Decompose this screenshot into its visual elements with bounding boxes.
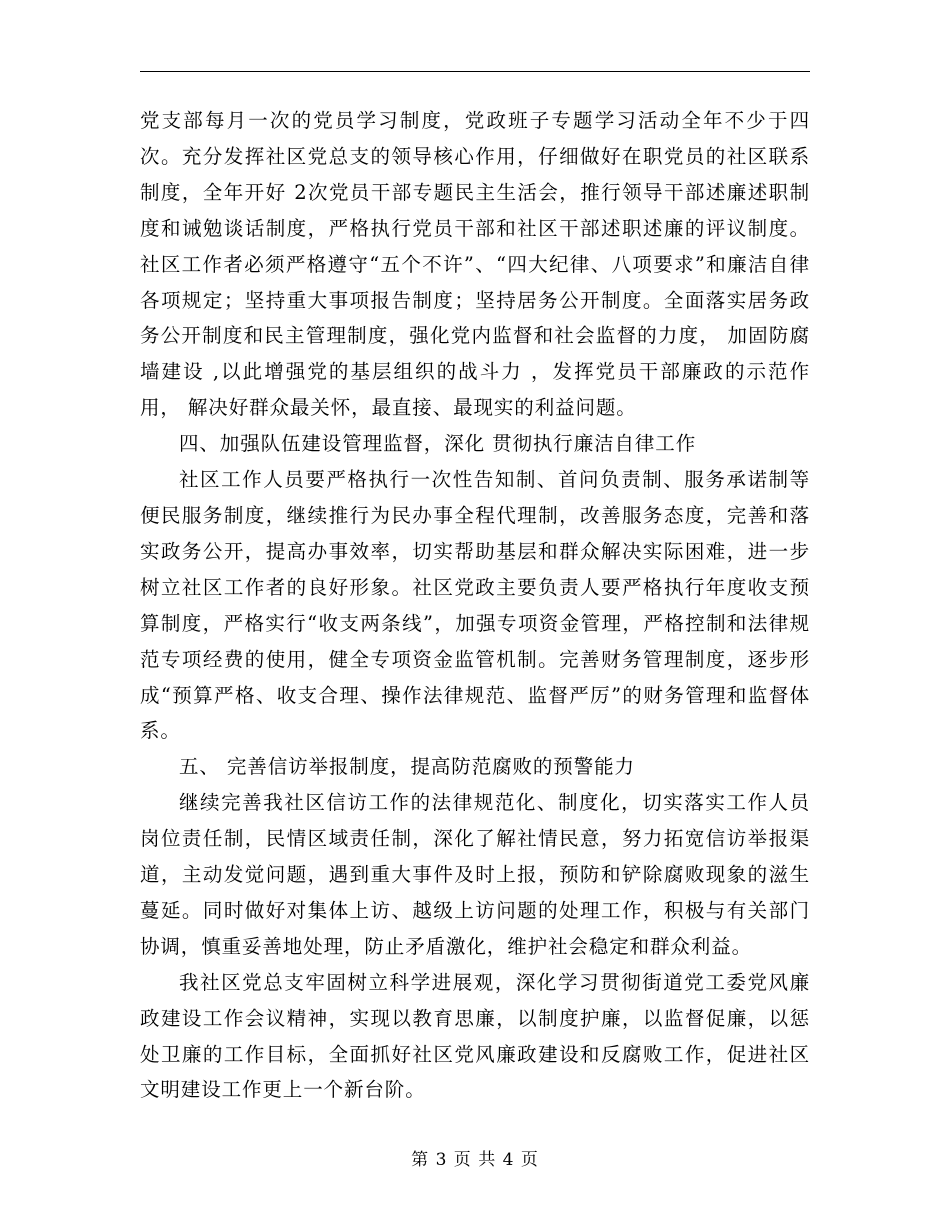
document-body bbox=[140, 103, 810, 1108]
header-rule bbox=[140, 71, 810, 72]
paragraph-continuation: 党支部每月一次的党员学习制度，党政班子专题学习活动全年不少于四次。充分发挥社区党总支的领导核心作用，仔细做好在职党员的社区联系制度，全年开好 2次党员干部专题民主生活会，推行领导干部述廉述职制度和诫勉谈话制度，严格执行党员干部和社区干部述职述廉的评议制度。社区工作者必须严格遵守“五个不许”、“四大纪律、八项要求”和廉洁自律各项规定；坚持重大事项报告制度；坚持居务公开制度。全面落实居务政务公开制度和民主管理制度，强化党内监督和社会监督的力度， 加固防腐墙建设 ,以此增强党的基层组织的战斗力 ，发挥党员干部廉政的示范作用， 解决好群众最关怀，最直接、最现实的利益问题。 bbox=[140, 109, 810, 420]
paragraph-conclusion: 我社区党总支牢固树立科学进展观，深化学习贯彻街道党工委党风廉政建设工作会议精神，实现以教育思廉，以制度护廉，以监督促廉，以惩处卫廉的工作目标，全面抓好社区党风廉政建设和反腐败工作，促进社区文明建设工作更上一个新台阶。 bbox=[140, 970, 810, 1102]
section-heading-4: 四、加强队伍建设管理监督，深化 贯彻执行廉洁自律工作 bbox=[179, 432, 697, 456]
paragraph-section-5: 继续完善我社区信访工作的法律规范化、制度化，切实落实工作人员岗位责任制，民情区域责任制，深化了解社情民意，努力拓宽信访举报渠道，主动发觉问题，遇到重大事件及时上报，预防和铲除腐败现象的滋生蔓延。同时做好对集体上访、越级上访问题的处理工作，积极与有关部门协调，慎重妥善地处理，防止矛盾激化，维护社会稳定和群众利益。 bbox=[140, 791, 810, 958]
paragraph-section-4: 社区工作人员要严格执行一次性告知制、首问负责制、服务承诺制等便民服务制度，继续推行为民办事全程代理制，改善服务态度，完善和落实政务公开，提高办事效率，切实帮助基层和群众解决实际困难，进一步树立社区工作者的良好形象。社区党政主要负责人要严格执行年度收支预算制度，严格实行“收支两条线”，加强专项资金管理，严格控制和法律规范专项经费的使用，健全专项资金监管机制。完善财务管理制度，逐步形成“预算严格、收支合理、操作法律规范、监督严厉”的财务管理和监督体系。 bbox=[140, 468, 810, 743]
page-footer: 第 3 页 共 4 页 bbox=[411, 1150, 539, 1170]
section-heading-5: 五、 完善信访举报制度，提高防范腐败的预警能力 bbox=[179, 755, 635, 779]
